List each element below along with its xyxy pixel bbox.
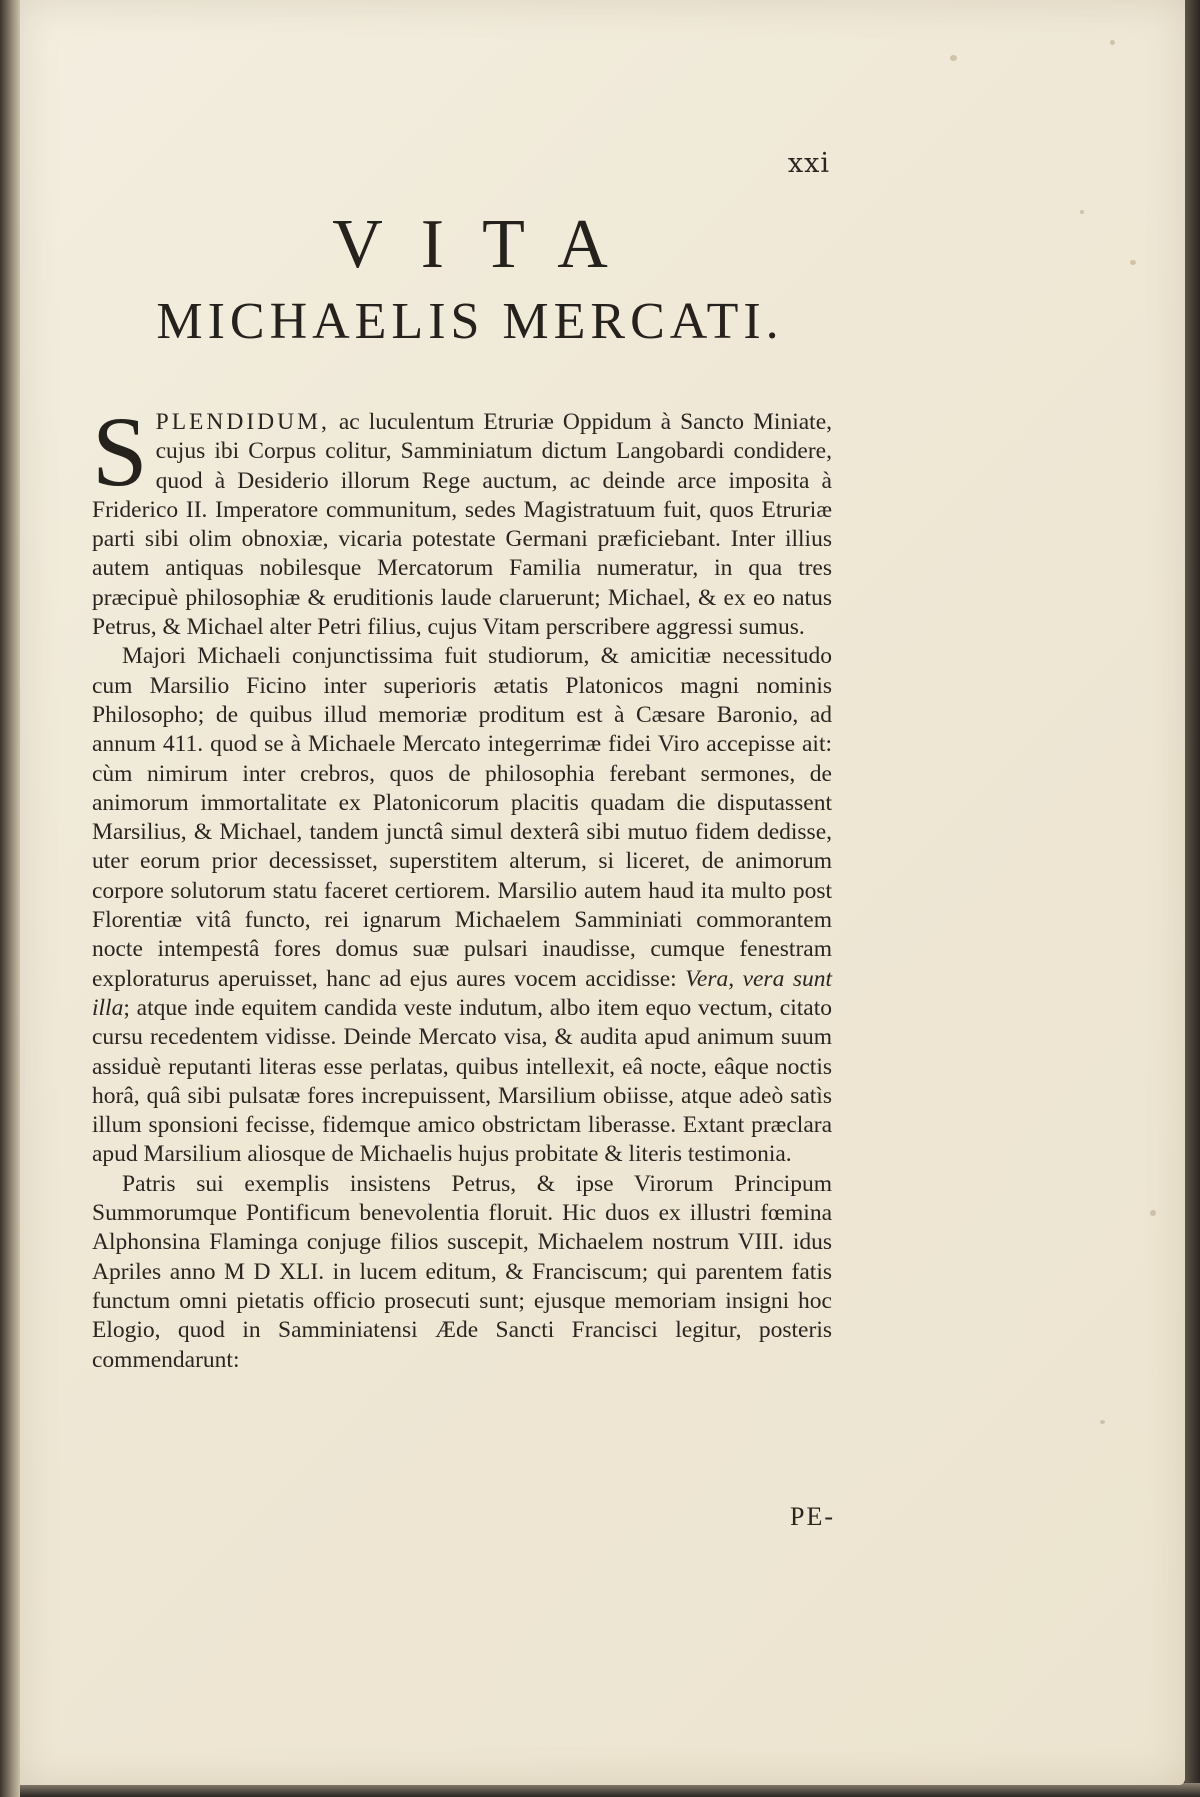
foxing-spot: [1100, 1420, 1105, 1424]
foxing-spot: [1150, 1210, 1156, 1216]
catchword: PE-: [790, 1502, 835, 1531]
title-name: MICHAELIS MERCATI.: [156, 293, 784, 350]
foxing-spot: [1110, 40, 1115, 45]
lead-word: PLENDIDUM,: [155, 409, 330, 435]
paragraph-2-text-b: ; atque inde equitem candida veste indutum, albo item equo vectum, citato cursu recedentem vidisse. Deinde Mercato visa, & audita apud animum suum assiduè reputanti literas esse perlatas, quibus intellexit, eâ nocte, eâque noctis horâ, quâ sibi pulsatæ fores increpuissent, Marsilium obiisse, atque adeò satìs illum sponsioni fecisse, fidemque amico obstrictam liberasse. Extant præclara apud Marsilium aliosque de Michaelis hujus probitate & literis testimonia.: [92, 994, 832, 1168]
foxing-spot: [950, 55, 957, 61]
title-vita: VITA: [332, 206, 646, 283]
right-page-edge: [1185, 0, 1200, 1797]
body-text: [92, 396, 832, 1375]
paragraph-1: [92, 396, 832, 642]
bottom-page-edge: [20, 1783, 1200, 1797]
paragraph-2: [92, 642, 832, 1169]
paragraph-2-text-a: Majori Michaeli conjunctissima fuit studiorum, & amicitiæ necessitudo cum Marsilio Ficino inter superioris ætatis Platonicos magni nominis Philosopho; de quibus illud memoriæ proditum est à Cæsare Baronio, ad annum 411. quod se à Michaele Mercato integerrimæ fidei Viro accepisse ait: cùm nimirum inter crebros, quos de philosophia ferebant sermones, de animorum immortalitate ex Platonicorum placitis quadam die disputassent Marsilius, & Michael, tandem junctâ simul dexterâ sibi mutuo fidem dedisse, uter eorum prior decessisset, superstitem alterum, si liceret, de animorum corpore solutorum statu faceret certiorem. Marsilio autem haud ita multo post Florentiæ vitâ functo, rei ignarum Michaelem Samminiati commorantem nocte intempestâ fores domus suæ pulsari inaudisse, cumque fenestram exploraturus aperuisset, hanc ad ejus aures vocem accidisse:: [92, 643, 832, 992]
paragraph-1-text: ac luculentum Etruriæ Oppidum à Sancto Miniate, cujus ibi Corpus colitur, Samminiatum dictum Langobardi condidere, quod à Desiderio illorum Rege auctum, ac deinde arce imposita à Friderico II. Imperatore communitum, sedes Magistratuum fuit, quos Etruriæ parti sibi olim obnoxiæ, vicaria potestate Germani præficiebant. Inter illius autem antiquas nobilesque Mercatorum Familia numeratur, in qua tres præcipuè philosophiæ & eruditionis laude claruerunt; Michael, & ex eo natus Petrus, & Michael alter Petri filius, cujus Vitam perscribere aggressi sumus.: [92, 409, 832, 641]
quote: Vera, vera sunt illa: [92, 965, 832, 1021]
paragraph-3: [92, 1170, 832, 1375]
foxing-spot: [1130, 260, 1136, 265]
paragraph-3-text: Patris sui exemplis insistens Petrus, & ipse Virorum Principum Summorumque Pontificum benevolentia floruit. Hic duos ex illustri fœmina Alphonsina Flaminga conjuge filios suscepit, Michaelem nostrum VIII. idus Apriles anno M D XLI. in lucem editum, & Franciscum; qui parentem fatis functum omni pietatis officio prosecuti sunt; ejusque memoriam insigni hoc Elogio, quod in Samminiatensi Æde Sancti Francisci legitur, posteris commendarunt:: [92, 1170, 832, 1373]
page-number: xxi: [787, 148, 830, 179]
drop-cap: S: [92, 396, 148, 507]
foxing-spot: [1080, 210, 1084, 214]
